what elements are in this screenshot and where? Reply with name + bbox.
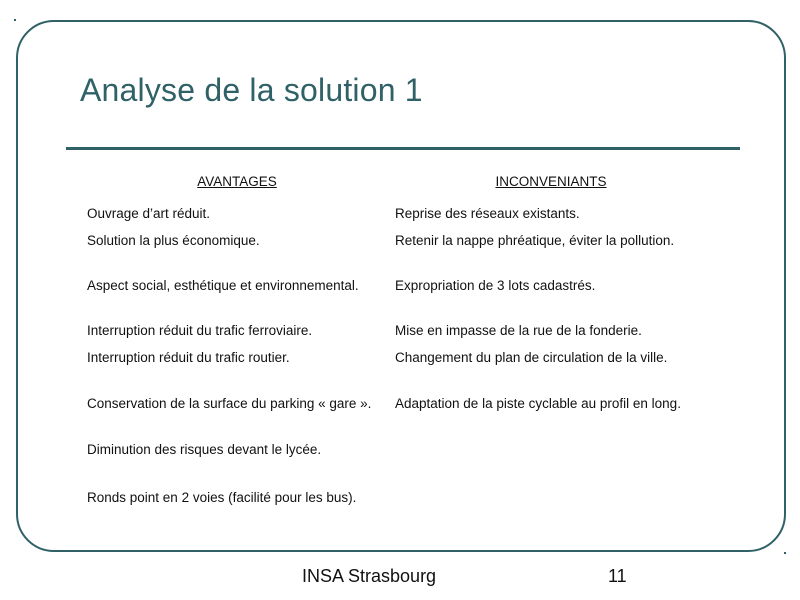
advantage-item: Solution la plus économique. bbox=[87, 233, 260, 248]
disadvantage-item: Retenir la nappe phréatique, éviter la pollution. bbox=[395, 233, 675, 248]
disadvantages-header: INCONVENIANTS bbox=[495, 174, 607, 189]
corner-dot-top-left bbox=[14, 19, 16, 21]
disadvantage-item: Reprise des réseaux existants. bbox=[395, 206, 580, 221]
advantages-column bbox=[87, 172, 387, 505]
advantage-item: Interruption réduit du trafic routier. bbox=[87, 350, 290, 365]
advantage-item: Ronds point en 2 voies (facilité pour les bus). bbox=[87, 490, 357, 505]
footer-organization: INSA Strasbourg bbox=[302, 566, 437, 586]
disadvantage-item: Expropriation de 3 lots cadastrés. bbox=[395, 278, 596, 293]
page-number: 11 bbox=[608, 566, 627, 586]
disadvantage-item: Changement du plan de circulation de la ville. bbox=[395, 350, 668, 365]
advantages-header: AVANTAGES bbox=[197, 174, 277, 189]
advantage-item: Interruption réduit du trafic ferroviaire. bbox=[87, 323, 313, 338]
disadvantage-item: Mise en impasse de la rue de la fonderie. bbox=[395, 323, 642, 338]
title-divider bbox=[66, 147, 740, 150]
disadvantages-column bbox=[395, 172, 707, 411]
advantage-item: Ouvrage d’art réduit. bbox=[87, 206, 211, 221]
advantage-item: Diminution des risques devant le lycée. bbox=[87, 442, 322, 457]
disadvantage-item: Adaptation de la piste cyclable au profil en long. bbox=[395, 396, 681, 411]
advantage-item: Conservation de la surface du parking « gare ». bbox=[87, 396, 372, 411]
slide-title: Analyse de la solution 1 bbox=[80, 72, 423, 108]
corner-dot-bottom-right bbox=[784, 552, 786, 554]
advantage-item: Aspect social, esthétique et environnemental. bbox=[87, 278, 359, 293]
